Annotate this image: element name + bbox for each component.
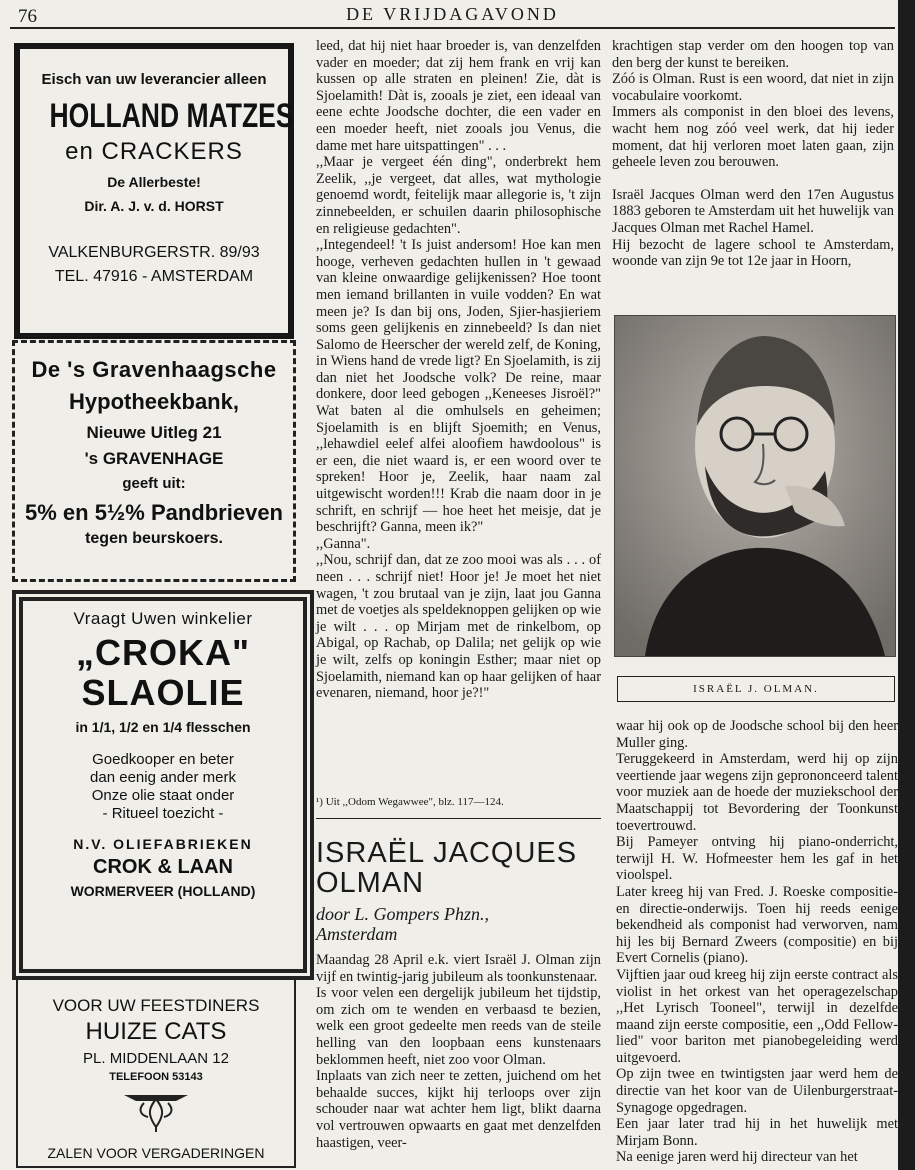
- ad-croka-slaolie: [12, 590, 314, 980]
- ad1-line3: en CRACKERS: [65, 138, 243, 165]
- story-paragraph: leed, dat hij niet haar broeder is, van denzelfden vader en moeder; dat zij hem frank en vrij kan kussen op alle straten en pleinen! Zie, dàt is Sjoelamith! Dàt is, zooals je ziet, een ideaal van eene echte Joodsche dochter, die een vader en een moeder heeft, niet zooals jou Venus, die dame met hare uitspattingen" . . .: [316, 38, 601, 154]
- ad2-line1: De 's Gravenhaagsche: [31, 357, 277, 382]
- biography-paragraph: krachtigen stap verder om den hoogen top van den berg der kunst te bereiken.: [612, 38, 894, 71]
- ad-huize-cats: [16, 976, 296, 1168]
- biography-paragraph: waar hij ook op de Joodsche school bij den heer Muller ging.: [616, 718, 898, 751]
- article-title-line: OLMAN: [316, 867, 425, 899]
- story-column: [316, 38, 601, 702]
- ad1-line6: VALKENBURGERSTR. 89/93: [48, 244, 260, 261]
- ad3-line2: „CROKA": [75, 632, 251, 673]
- ad3-line9: N.V. OLIEFABRIEKEN: [73, 836, 253, 852]
- ad3-line6: dan eenig ander merk: [90, 769, 236, 786]
- ad4-line5: ZALEN VOOR VERGADERINGEN: [47, 1145, 265, 1161]
- ad2-line6: 5% en 5½% Pandbrieven: [25, 500, 283, 525]
- biography-column-bottom: [616, 718, 898, 1166]
- article-title: [316, 838, 601, 898]
- ad4-line1: VOOR UW FEESTDINERS: [52, 996, 260, 1015]
- article-paragraph: Is voor velen een dergelijk jubileum het tijdstip, om zich om te wenden en verbaasd te bezien, welk een groot gedeelte men reeds van de steile helling van den loopbaan eens kunstenaars beklommen heeft, niet zoo voor Olman.: [316, 985, 601, 1068]
- ad3-line7: Onze olie staat onder: [91, 787, 235, 804]
- page-number: 76: [18, 6, 37, 27]
- article-paragraph: Inplaats van zich neer te zetten, juichend om het behaalde succes, kijkt hij terloops over zijn schouder naar wat achter hem ligt, blikt daarna vol vertrouwen opwaarts en gaat met denzelfden haastigen, veer-: [316, 1068, 601, 1151]
- story-paragraph: ,,Integendeel! 't Is juist andersom! Hoe kan men hooge, verheven gedachten hullen in 't gewaad van kleine onwaardige gelijkenissen? Hoe toont men iemand brillanten in vuile vodden? En wat meen je? Is dan bij ons, Joden, Sjier-hasjieriem soms geen gelijkenis en zinnebeeld? Is dan niet Salomo de Heerscher der wereld zelf, de Koning, in Wiens hand de vrede ligt? En Sjoelamith, is zij dan niet het Joodsche volk? De reine, maar donkere, door leed gebogen ,,Keneeses Jisroël?" Wat baten al die omhulsels en geheimen; Sjoelamith is en blijft Sjoemith; en Venus, ,,lehawdiel eelef alfei aloofiem hawdoolous" is er een, die niet waard is, er een woord over te spreken! Hoor je, Zeelik, haar naam zal uitgewischt worden!!! Krab die naam door in je schrift, en schrijf — hoe heet het meisje, dat je beschrijft? Ganna, meen ik?": [316, 237, 601, 536]
- ad3-line1: Vraagt Uwen winkelier: [73, 609, 253, 628]
- article-title-line: ISRAËL JACQUES: [316, 837, 578, 869]
- ad3-line11: WORMERVEER (HOLLAND): [70, 883, 256, 899]
- ad2-line7: tegen beurskoers.: [85, 530, 223, 547]
- page-header: [10, 4, 895, 26]
- ad3-line10: CROK & LAAN: [93, 856, 233, 878]
- ornament-icon: [116, 1087, 196, 1133]
- footnote: ¹) Uit ,,Odom Wegawwee", blz. 117—124.: [316, 796, 504, 808]
- story-paragraph: ,,Maar je vergeet één ding", onderbrekt hem Zeelik, ,,je vergeet, dat alles, wat mythologie genoemd wordt, feitelijk maar allegorie is, 't zijn zinnebeelden, er schuilen daarin philosophische en religieuse gedachten".: [316, 154, 601, 237]
- portrait-photo: [614, 315, 896, 657]
- ad3-line8: - Ritueel toezicht -: [102, 805, 224, 822]
- section-rule: [316, 818, 601, 819]
- ad2-line5: geeft uit:: [122, 475, 186, 492]
- ad1-line1: Eisch van uw leverancier alleen: [41, 71, 267, 88]
- ad3-line4: in 1/1, 1/2 en 1/4 flesschen: [75, 719, 251, 735]
- story-paragraph: ,,Ganna".: [316, 535, 371, 552]
- biography-paragraph: Na eenige jaren werd hij directeur van het: [616, 1149, 858, 1166]
- article-byline: [316, 904, 601, 944]
- biography-paragraph: Bij Pameyer ontving hij piano-onderricht, terwijl H. W. Hofmeester hem les gaf in het vioolspel.: [616, 834, 898, 884]
- ad4-line2: HUIZE CATS: [85, 1018, 227, 1045]
- biography-paragraph: Israël Jacques Olman werd den 17en Augustus 1883 geboren te Amsterdam uit het huwelijk van Jacques Olman met Rachel Hamel.: [612, 186, 894, 236]
- ad2-line4: 's GRAVENHAGE: [84, 449, 224, 468]
- biography-column-top: [612, 38, 894, 270]
- ad3-line5: Goedkooper en beter: [92, 751, 234, 768]
- ad2-line3: Nieuwe Uitleg 21: [86, 423, 222, 442]
- ad-hypotheekbank: [12, 340, 296, 582]
- biography-paragraph: Vijftien jaar oud kreeg hij zijn eerste contract als violist in het orkest van het operagezelschap ,,Het Lyrisch Tooneel", terwijl in dezelfde maand zijn eerste compositie, een ,,Odd Fellow-lied" voor bariton met pianobegeleiding werd uitgevoerd.: [616, 966, 898, 1066]
- biography-paragraph: Teruggekeerd in Amsterdam, werd hij op zijn veertiende jaar wegens zijn geprononceerd talent voor muziek aan de hoede der muziekschool der Maatschappij tot Bevordering der Toonkunst toevertrouwd.: [616, 751, 898, 834]
- biography-paragraph: Immers als componist in den bloei des levens, wacht hem nog zóó veel werk, dat hij ieder moment, dat hij verloren moet laten gaan, zijn geheele leven zou berouwen.: [612, 104, 894, 171]
- story-paragraph: ,,Nou, schrijf dan, dat ze zoo mooi was als . . . of neen . . . schrijf niet! Hoor je! Je moet het niet wagen, 't zou brutaal van je zijn, laat jou Ganna met de voetjes als speldeknoppen gelijken op wie je wilt . . . op Mirjam met de rinkelbom, op Abigal, op Rachab, op Dalila; net gelijk op wie je wilt, zelfs op koningin Esther; maar niet op Sjoelamith, niemand kan op haar gelijken of haar evenaren, niemand, hoor je?!": [316, 552, 601, 702]
- ad4-line4: TELEFOON 53143: [109, 1071, 203, 1083]
- byline-line: Amsterdam: [316, 924, 398, 944]
- byline-line: door L. Gompers Phzn.,: [316, 904, 490, 924]
- header-rule: [10, 27, 895, 29]
- ad1-line5: Dir. A. J. v. d. HORST: [84, 198, 224, 214]
- article-paragraph: Maandag 28 April e.k. viert Israël J. Olman zijn vijf en twintig-jarig jubileum als toonkunstenaar.: [316, 952, 601, 985]
- photo-caption: ISRAËL J. OLMAN.: [617, 676, 895, 702]
- portrait-image: [615, 316, 895, 656]
- biography-paragraph: Een jaar later trad hij in het huwelijk met Mirjam Bonn.: [616, 1116, 898, 1149]
- ad-holland-matzes: [14, 43, 294, 339]
- scan-edge: [898, 0, 915, 1170]
- biography-paragraph: Zóó is Olman. Rust is een woord, dat niet in zijn vocabulaire voorkomt.: [612, 71, 894, 104]
- running-title: DE VRIJDAGAVOND: [346, 4, 559, 24]
- ad1-line7: TEL. 47916 - AMSTERDAM: [54, 268, 254, 285]
- biography-paragraph: Later kreeg hij van Fred. J. Roeske compositie- en directie-onderwijs. Toen hij reeds eenige bekendheid als componist had verworven, nam hij les bij Bernard Zweers (compositie) en bij Evert Cornelis (piano).: [616, 883, 898, 967]
- article-column: [316, 838, 601, 1151]
- ad1-line2: HOLLAND MATZES: [49, 97, 294, 135]
- ad1-line4: De Allerbeste!: [107, 174, 201, 190]
- ad2-line2: Hypotheekbank,: [69, 389, 239, 414]
- biography-paragraph: Hij bezocht de lagere school te Amsterdam, woonde van zijn 9e tot 12e jaar in Hoorn,: [612, 236, 894, 270]
- biography-paragraph: Op zijn twee en twintigsten jaar werd hem de directie van het koor van de Uilenburgerstraat-Synagoge opgedragen.: [616, 1066, 898, 1116]
- ad3-line3: SLAOLIE: [81, 672, 245, 713]
- ad4-line3: PL. MIDDENLAAN 12: [83, 1050, 229, 1067]
